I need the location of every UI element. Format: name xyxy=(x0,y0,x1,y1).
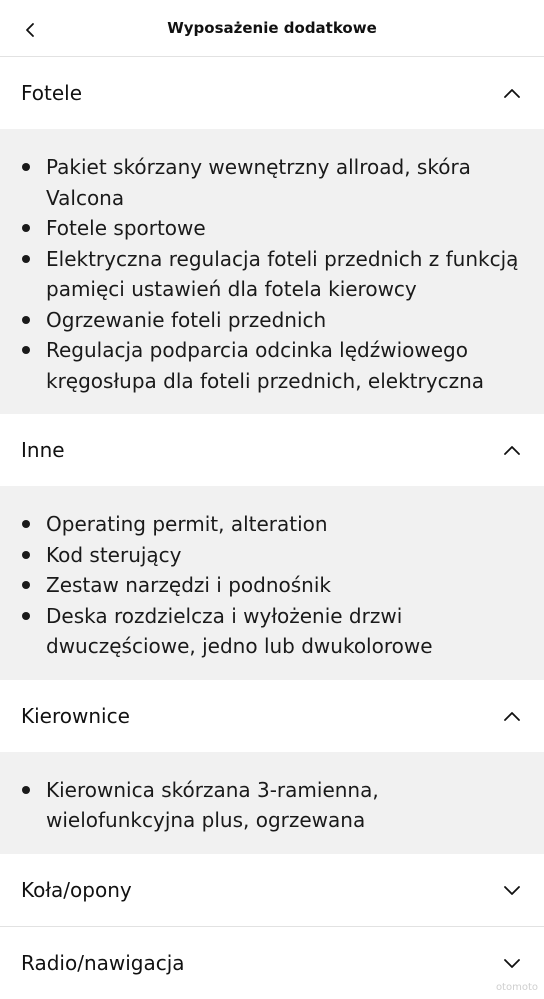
back-button[interactable] xyxy=(18,18,42,42)
page-title: Wyposażenie dodatkowe xyxy=(167,19,377,37)
section-header-fotele[interactable] xyxy=(0,57,544,129)
section-title: Kierownice xyxy=(21,703,130,728)
bullet-icon xyxy=(22,224,30,232)
list-item-text: Operating permit, alteration xyxy=(46,512,328,536)
feature-list xyxy=(22,152,520,396)
equipment-sections xyxy=(0,57,544,999)
chevron-up-icon xyxy=(502,440,522,460)
chevron-left-icon xyxy=(23,22,37,38)
list-item-text: Deska rozdzielcza i wyłożenie drzwi dwuczęściowe, jedno lub dwukolorowe xyxy=(46,603,433,658)
section-title: Radio/nawigacja xyxy=(21,950,185,975)
feature-list xyxy=(22,509,520,662)
bullet-icon xyxy=(22,520,30,528)
list-item xyxy=(22,509,520,540)
section-header-radio-nawigacja[interactable] xyxy=(0,927,544,999)
section-body xyxy=(0,129,544,414)
chevron-up-icon xyxy=(502,83,522,103)
list-item xyxy=(22,213,520,244)
list-item xyxy=(22,570,520,601)
list-item xyxy=(22,152,520,213)
bullet-icon xyxy=(22,163,30,171)
bullet-icon xyxy=(22,581,30,589)
bullet-icon xyxy=(22,551,30,559)
section-title: Koła/opony xyxy=(21,877,132,902)
chevron-up-icon xyxy=(502,706,522,726)
section-body xyxy=(0,752,544,854)
list-item-text: Zestaw narzędzi i podnośnik xyxy=(46,573,331,597)
list-item-text: Kierownica skórzana 3-ramienna, wielofunkcyjna plus, ogrzewana xyxy=(46,777,379,832)
section-title: Fotele xyxy=(21,81,83,105)
chevron-down-icon xyxy=(502,880,522,900)
section-header-ko-a-opony[interactable] xyxy=(0,854,544,926)
list-item-text: Kod sterujący xyxy=(46,542,182,567)
chevron-down-icon xyxy=(502,953,522,973)
list-item-text: Regulacja podparcia odcinka lędźwiowego kręgosłupa dla foteli przednich, elektryczna xyxy=(46,338,484,393)
feature-list xyxy=(22,775,520,836)
bullet-icon xyxy=(22,612,30,620)
section-title: Inne xyxy=(21,438,65,462)
bullet-icon xyxy=(22,786,30,794)
list-item-text: Ogrzewanie foteli przednich xyxy=(46,307,327,332)
list-item xyxy=(22,335,520,396)
watermark: otomoto xyxy=(495,982,538,993)
list-item xyxy=(22,305,520,336)
section-body xyxy=(0,486,544,680)
list-item xyxy=(22,775,520,836)
list-item-text: Fotele sportowe xyxy=(46,216,206,240)
list-item-text: Pakiet skórzany wewnętrzny allroad, skóra Valcona xyxy=(46,155,471,210)
section-header-kierownice[interactable] xyxy=(0,680,544,752)
list-item xyxy=(22,601,520,662)
list-item-text: Elektryczna regulacja foteli przednich z funkcją pamięci ustawień dla fotela kierowcy xyxy=(46,246,519,301)
list-item xyxy=(22,244,520,305)
bullet-icon xyxy=(22,255,30,263)
list-item xyxy=(22,540,520,571)
bullet-icon xyxy=(22,346,30,354)
section-header-inne[interactable] xyxy=(0,414,544,486)
top-bar xyxy=(0,0,544,57)
bullet-icon xyxy=(22,316,30,324)
